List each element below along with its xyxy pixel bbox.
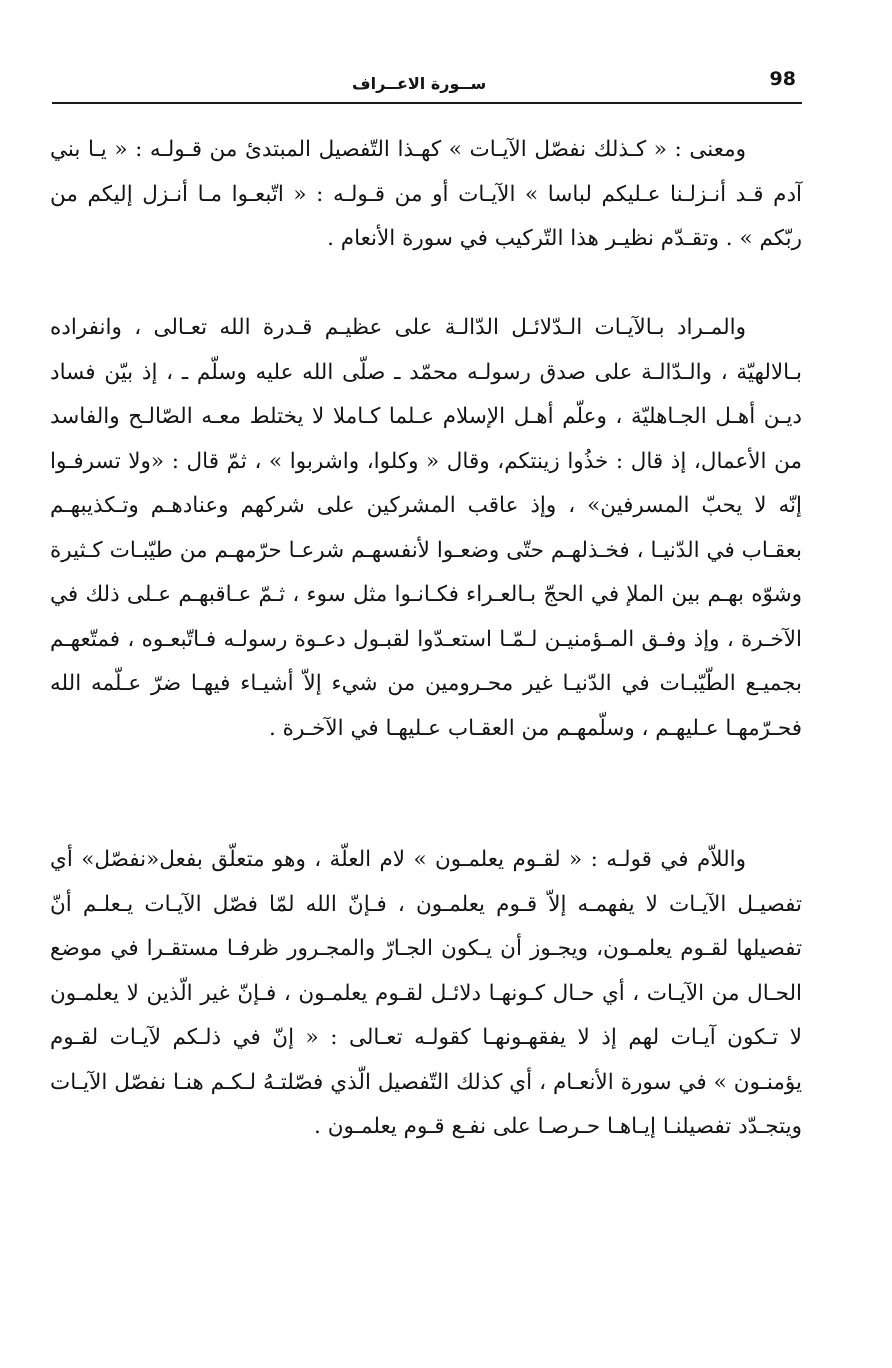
chapter-title: ســورة الاعــراف xyxy=(352,74,487,93)
paragraph-text: والمـراد بـالآيـات الـدّلائـل الدّالـة على عظيـم قـدرة الله تعـالى ، وانفراده بـالالهيّة ، والـدّالـة على صدق رسولـه محمّد ـ صلّى الله عليه وسلّم ـ ، إذ بيّن فساد ديـن أهـل الجـاهليّة ، وعلّم أهـل الإسلام عـلما كـاملا لا يختلط معـه الصّالـح والفاسد من الأعمال، إذ قال : خذُوا زينتكم، وقال « وكلوا، واشربوا » ، ثمّ قال : «ولا تسرفـوا إنّه لا يحبّ المسرفين» ، وإذ عاقب المشركين على شركهم وعنادهـم وتـكذيبهـم بعقـاب في الدّنيـا ، فخـذلهـم حتّى وضعـوا لأنفسهـم شرعـا حرّمهـم من طيّبـات كـثيرة وشوّه بهـم بين الملإ في الحجّ بـالعـراء فكـانـوا مثل سوء ، ثـمّ عـاقبهـم عـلى ذلك في الآخـرة ، وإذ وفـق المـؤمنيـن لـمّـا استعـدّوا لقبـول دعـوة رسولـه فـاتّبعـوه ، فمتّعهـم بجميـع الطّيّبـات في الدّنيـا غير محـرومين من شيء إلاّ أشيـاء فيهـا ضرّ عـلّمه الله فحـرّمهـا عـليهـم ، وسلّمهـم من العقـاب عـليهـا في الآخـرة . xyxy=(50,315,802,741)
page-number: 98 xyxy=(769,68,796,90)
paragraph-3 xyxy=(50,838,802,1150)
paragraph-2 xyxy=(50,306,802,751)
page-header xyxy=(52,62,802,104)
paragraph-1 xyxy=(50,128,802,262)
paragraph-text: واللاّم في قولـه : « لقـوم يعلمـون » لام العلّة ، وهو متعلّق بفعل«نفصّل» أي تفصيـل الآيـات لا يفهمـه إلاّ قـوم يعلمـون ، فـإنّ الله لمّا فصّل الآيـات يـعلـم أنّ تفصيلها لقـوم يعلمـون، ويجـوز أن يـكون الجـارّ والمجـرور ظرفـا مستقـرا في موضع الحـال من الآيـات ، أي حـال كـونهـا دلائـل لقـوم يعلمـون ، فـإنّ غير الّذين لا يعلمـون لا تـكون آيـات لهم إذ لا يفقهـونهـا كقولـه تعـالى : « إنّ في ذلـكم لآيـات لقـوم يؤمنـون » في سورة الأنعـام ، أي كذلك التّفصيل الّذي فصّلتـهُ لـكـم هنـا نفصّل الآيـات ويتجـدّد تفصيلنـا إيـاهـا حـرصـا على نفـع قـوم يعلمـون . xyxy=(50,847,803,1139)
paragraph-text: ومعنى : « كـذلك نفصّل الآيـات » كهـذا التّفصيل المبتدئ من قـولـه : « يـا بني آدم قـد أنـزلـنا عـليكم لباسا » الآيـات أو من قـولـه : « اتّبعـوا مـا أنـزل إليكم من ربّكم » . وتقـدّم نظيـر هذا التّركيب في سورة الأنعام . xyxy=(50,137,802,251)
